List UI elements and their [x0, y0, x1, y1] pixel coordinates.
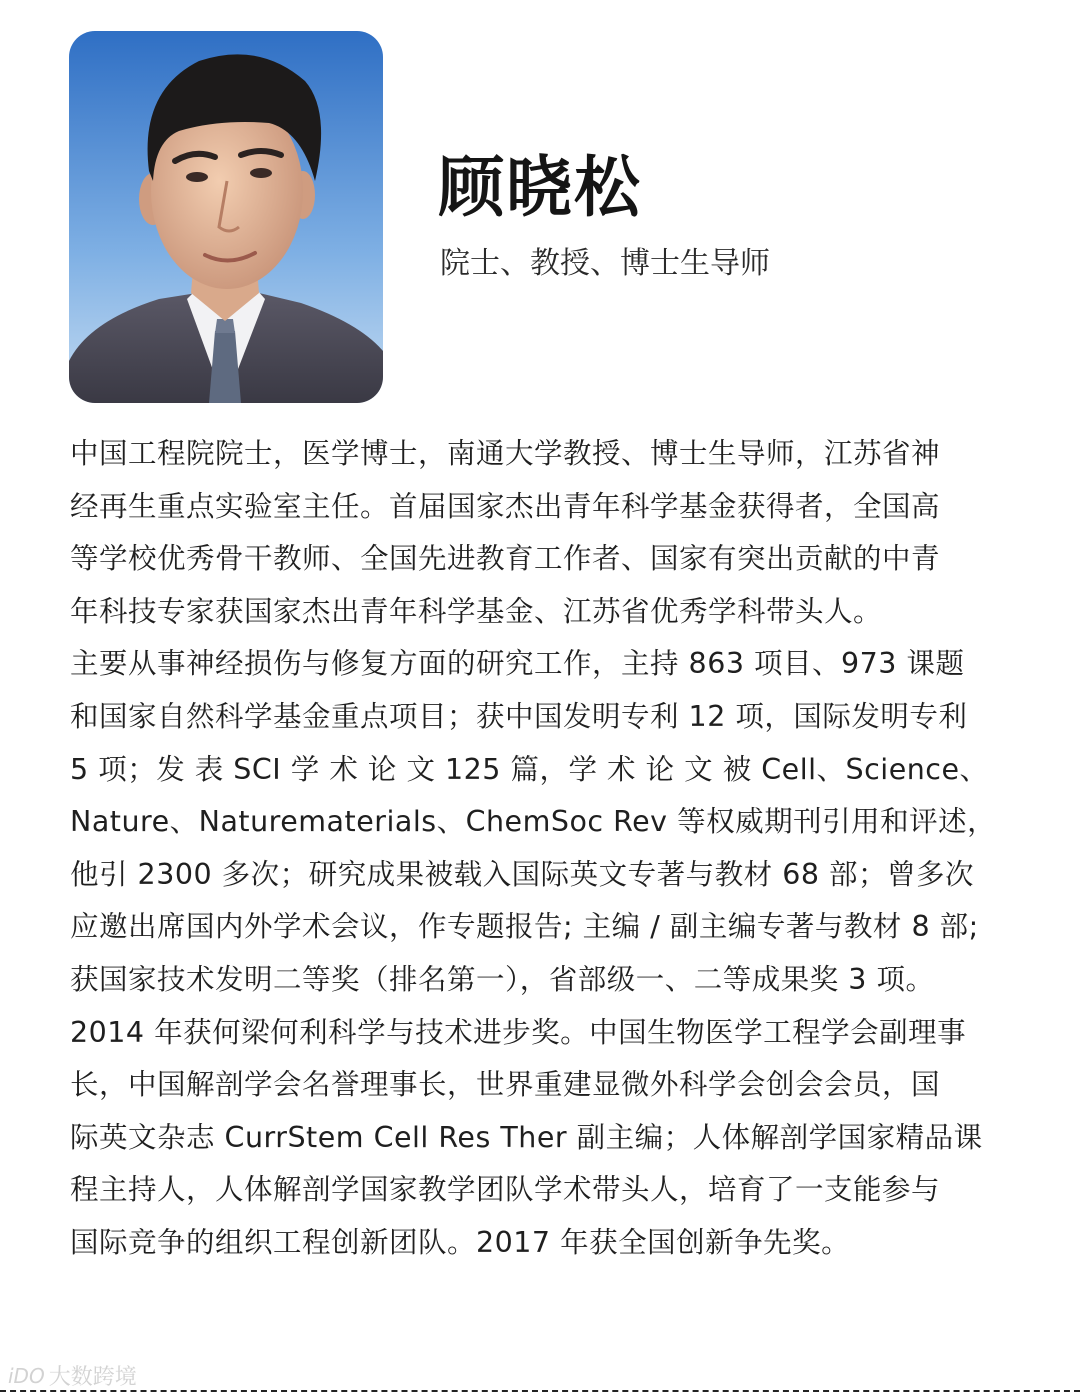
bio-line: 际英文杂志 CurrStem Cell Res Ther 副主编；人体解剖学国家精品课	[70, 1120, 983, 1154]
portrait-image	[69, 31, 383, 403]
biography	[70, 428, 1020, 1270]
person-name: 顾晓松	[438, 149, 642, 226]
bio-line: 中国工程院院士，医学博士，南通大学教授、博士生导师，江苏省神	[70, 437, 941, 470]
watermark-logo-icon: iDO	[8, 1363, 45, 1388]
bio-line: Nature、Naturematerials、ChemSoc Rev 等权威期刊引用和评述，	[70, 805, 997, 839]
bio-line: 获国家技术发明二等奖（排名第一），省部级一、二等成果奖 3 项。	[70, 962, 935, 996]
watermark	[8, 1360, 137, 1391]
bio-line: 应邀出席国内外学术会议，作专题报告; 主编 / 副主编专著与教材 8 部;	[70, 910, 979, 944]
bio-line: 5 项；发 表 SCI 学 术 论 文 125 篇，学 术 论 文 被 Cell、Science、	[70, 752, 989, 786]
bio-line: 2014 年获何梁何利科学与技术进步奖。中国生物医学工程学会副理事	[70, 1015, 967, 1049]
bio-line: 等学校优秀骨干教师、全国先进教育工作者、国家有突出贡献的中青	[70, 542, 941, 576]
bio-line: 主要从事神经损伤与修复方面的研究工作，主持 863 项目、973 课题	[70, 647, 965, 681]
watermark-text: 大数跨境	[48, 1365, 137, 1390]
bio-line: 和国家自然科学基金重点项目；获中国发明专利 12 项，国际发明专利	[70, 699, 968, 733]
bio-line: 他引 2300 多次；研究成果被载入国际英文专著与教材 68 部；曾多次	[70, 857, 975, 891]
bio-line: 年科技专家获国家杰出青年科学基金、江苏省优秀学科带头人。	[70, 594, 883, 628]
portrait-photo	[69, 31, 383, 403]
bio-line: 国际竞争的组织工程创新团队。2017 年获全国创新争先奖。	[70, 1225, 851, 1259]
person-title: 院士、教授、博士生导师	[440, 246, 770, 281]
bio-line: 程主持人，人体解剖学国家教学团队学术带头人，培育了一支能参与	[70, 1173, 941, 1207]
bio-line: 长，中国解剖学会名誉理事长，世界重建显微外科学会创会会员，国	[70, 1068, 941, 1102]
bio-line: 经再生重点实验室主任。首届国家杰出青年科学基金获得者，全国高	[70, 489, 941, 523]
bottom-divider	[0, 1390, 1080, 1392]
